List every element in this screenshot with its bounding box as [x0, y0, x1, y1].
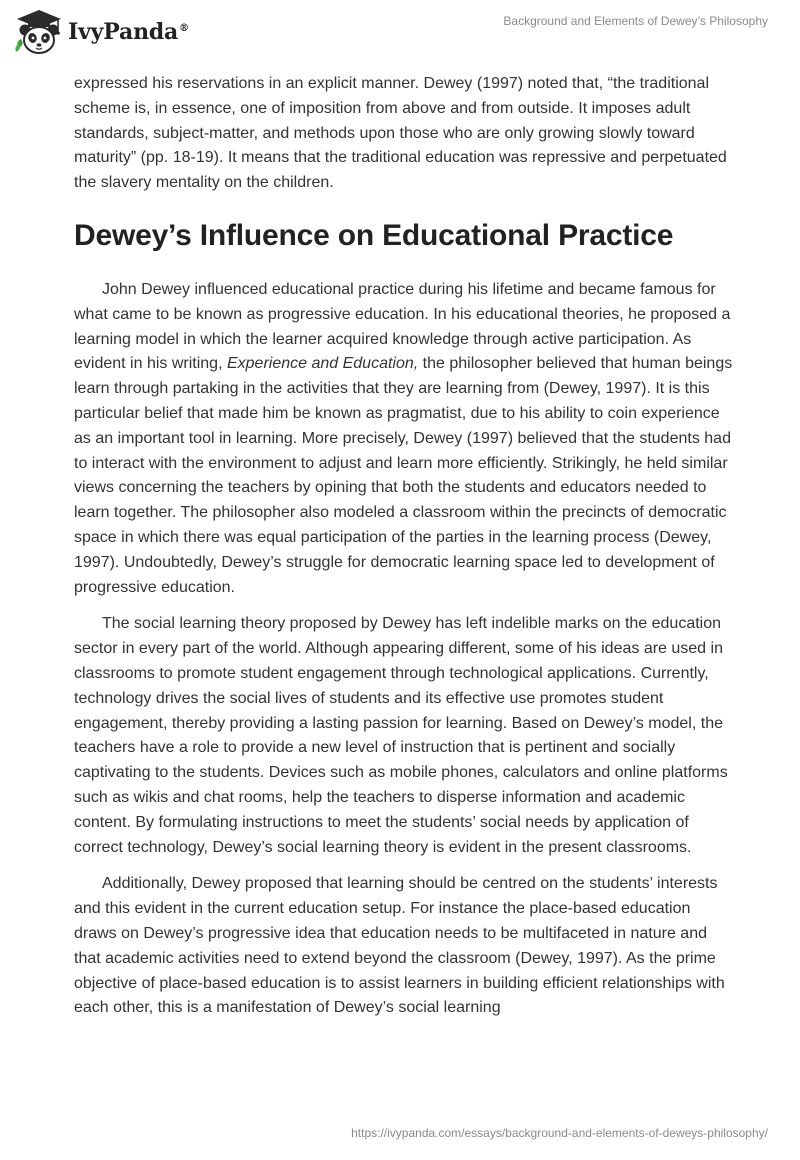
- ivypanda-logo[interactable]: [13, 8, 189, 56]
- logo-text: [68, 19, 189, 45]
- paragraph-3: Additionally, Dewey proposed that learning should be centred on the students’ interests and this evident in the current education setup. For instance the place-based education draws on Dewey’s progressive idea that education needs to be multifaceted in nature and that academic activities need to extend beyond the classroom (Dewey, 1997). As the prime objective of place-based education is to assist learners in building efficient relationships with each other, this is a manifestation of Dewey’s social learning: [74, 875, 725, 1017]
- paragraph-1-part-2: the philosopher believed that human beings learn through partaking in the activities that they are learning from (Dewey, 1997). It is this particular belief that made him be known as pragmatist, due to his ability to coin experience as an important tool in learning. More precisely, Dewey (1997) believed that the students had to interact with the environment to adjust and learn more efficiently. Strikingly, he held similar views concerning the teachers by opining that both the students and educators needed to learn together. The philosopher also modeled a classroom within the precincts of democratic space in which there was equal participation of the parties in the learning process (Dewey, 1997). Undoubtedly, Dewey’s struggle for democratic learning space led to development of progressive education.: [74, 355, 733, 596]
- paragraph-1: [74, 278, 734, 600]
- document-title: Background and Elements of Dewey’s Philosophy: [503, 14, 768, 28]
- paragraph-2: The social learning theory proposed by Dewey has left indelible marks on the education sector in every part of the world. Although appearing different, some of his ideas are used in classrooms to promote student engagement through technological applications. Currently, technology drives the social lives of students and its effective use promotes student engagement, thereby providing a lasting passion for learning. Based on Dewey’s model, the teachers have a role to provide a new level of instruction that is pertinent and socially captivating to the students. Devices such as mobile phones, calculators and online platforms such as wikis and chat rooms, help the teachers to disperse information and academic content. By formulating instructions to meet the students’ social needs by application of correct technology, Dewey’s social learning theory is evident in the present classrooms.: [74, 615, 728, 856]
- source-url[interactable]: https://ivypanda.com/essays/background-and-elements-of-deweys-philosophy/: [351, 1126, 768, 1140]
- intro-paragraph: expressed his reservations in an explicit manner. Dewey (1997) noted that, “the traditional scheme is, in essence, one of imposition from above and from outside. It imposes adult standards, subject-matter, and methods upon those who are only growing slowly toward maturity” (pp. 18-19). It means that the traditional education was repressive and perpetuated the slavery mentality on the children.: [74, 75, 727, 192]
- logo-wordmark: IvyPanda: [68, 19, 179, 45]
- panda-graduate-icon: [13, 8, 65, 56]
- book-title: Experience and Education,: [226, 355, 419, 373]
- section-heading: Dewey’s Influence on Educational Practice: [74, 218, 674, 252]
- essay-content: [74, 72, 734, 1033]
- paragraph-1-part-1: John Dewey influenced educational practice during his lifetime and became famous for what came to be known as progressive education. In his educational theories, he proposed a learning model in which the learner acquired knowledge through active participation. As evident in his writing,: [74, 280, 731, 373]
- registered-mark: ®: [179, 22, 189, 34]
- page-header: [0, 0, 800, 70]
